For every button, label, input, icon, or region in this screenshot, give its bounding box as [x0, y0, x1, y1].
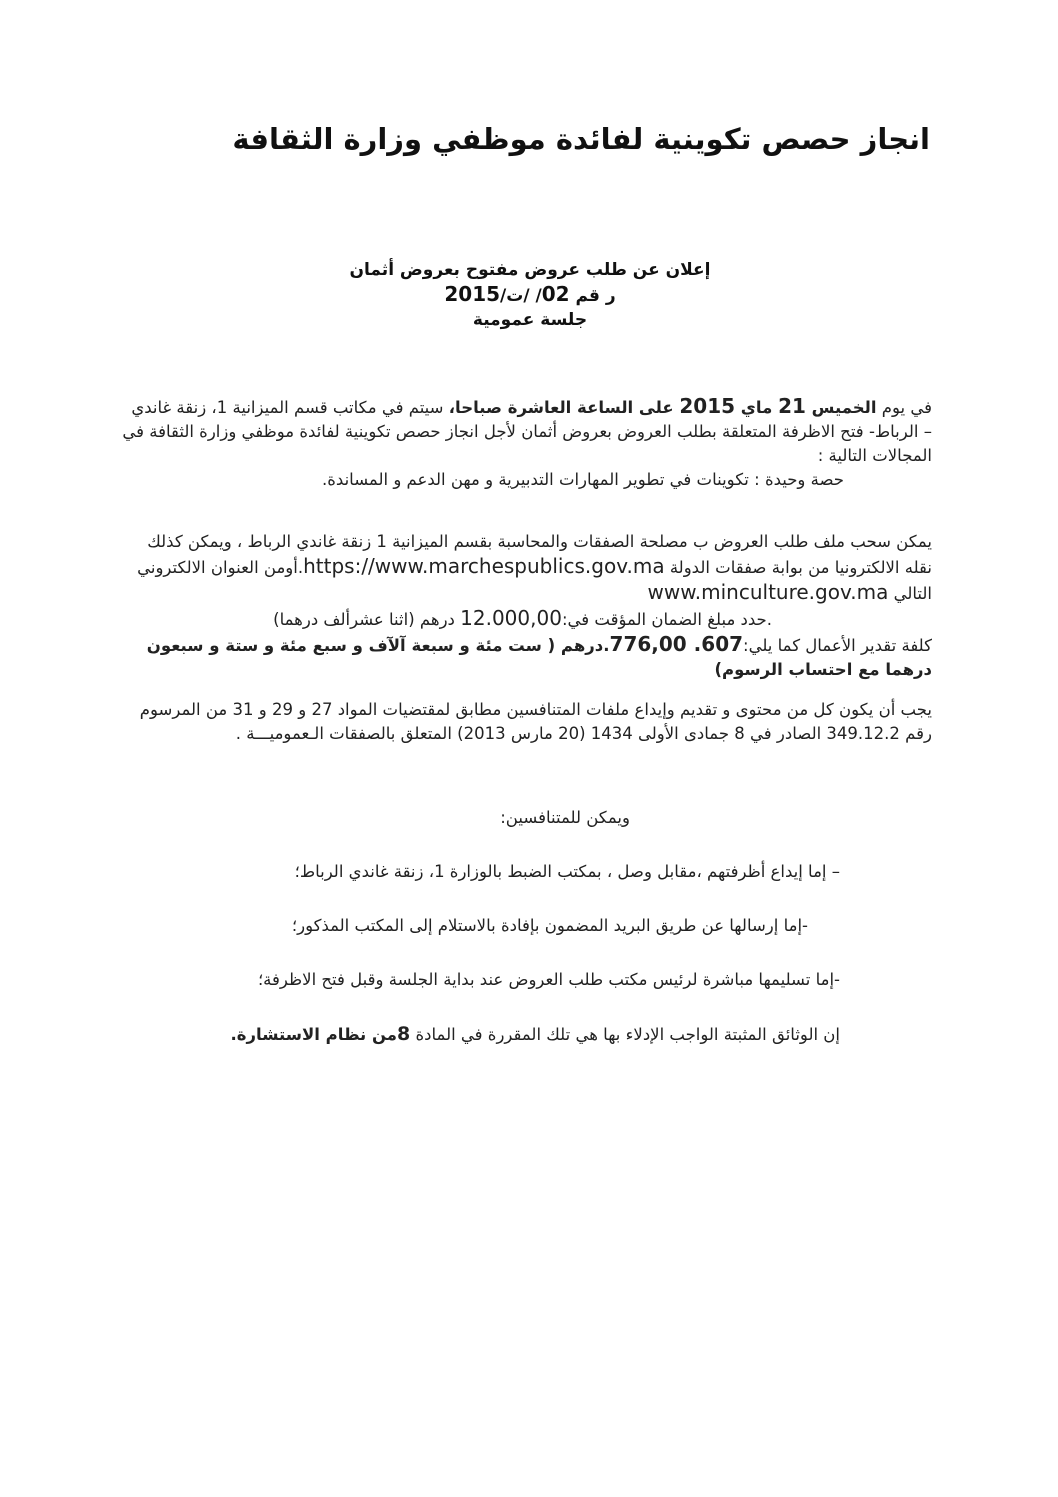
submission-option-2: -إما إرسالها عن طريق البريد المضمون بإفادة بالاستلام إلى المكتب المذكور؛ [291, 916, 808, 935]
p1-date-day: 21 [778, 394, 806, 418]
p1-body: سيتم في مكاتب قسم الميزانية 1، زنقة غاندي – الرباط- فتح الاظرفة المتعلقة بطلب العروض بعروض أثمان لأجل انجاز حصص تكوينية لفائدة موظفي وزارة الثقافة في المجالات التالية : [122, 398, 932, 465]
documents-paragraph [200, 1022, 840, 1047]
announcement-header [300, 258, 760, 332]
guarantee-amount: 12.000,00 [460, 606, 562, 630]
submission-intro: ويمكن للمتنافسين: [500, 808, 630, 827]
number-year: 2015 [444, 282, 501, 306]
session-type: جلسة عمومية [472, 310, 588, 330]
p2-t6: .درهم ( ست مئة و سبعة آلآف و سبع مئة و ستة و سبعون درهما مع احتساب الرسوم) [146, 636, 932, 679]
minculture-link[interactable]: www.minculture.gov.ma [647, 580, 889, 604]
number-suffix: / /ت/ [500, 286, 542, 306]
announcement-type: إعلان عن طلب عروض مفتوح بعروض أثمان [349, 260, 711, 280]
number-prefix: ر قم [569, 286, 616, 306]
estimate-amount: 607. 776,00 [609, 632, 744, 656]
p1-t1: في يوم [876, 398, 932, 417]
p2-t3: .حدد مبلغ الضمان المؤقت في: [561, 610, 772, 629]
p2-t5: كلفة تقدير الأعمال كما يلي: [743, 636, 932, 655]
announcement-number [300, 282, 760, 308]
p1-day: الخميس [805, 398, 877, 417]
p8-t1: إن الوثائق المثبتة الواجب الإدلاء بها هي تلك المقررة في المادة [410, 1025, 840, 1044]
submission-option-3: -إما تسليمها مباشرة لرئيس مكتب طلب العروض عند بداية الجلسة وقبل فتح الاظرفة؛ [257, 970, 840, 989]
marchespublics-link[interactable]: https://www.marchespublics.gov.ma [303, 554, 665, 578]
guarantee-line [273, 606, 932, 632]
opening-paragraph [120, 394, 932, 492]
submission-option-1: – إما إيداع أظرفتهم ،مقابل وصل ، بمكتب الضبط بالوزارة 1، زنقة غاندي الرباط؛ [294, 862, 840, 881]
p8-t3: من نظام الاستشارة. [230, 1025, 398, 1044]
p2-t2: .أومن العنوان الالكتروني التالي [137, 558, 932, 603]
document-title: انجاز حصص تكوينية لفائدة موظفي وزارة الثقافة [232, 122, 930, 156]
p8-article-number: 8 [397, 1023, 411, 1045]
p1-year: 2015 [679, 394, 736, 418]
p1-month: ماي [735, 398, 779, 417]
number-value: 02 [541, 282, 570, 306]
articles-paragraph: يجب أن يكون كل من محتوى و تقديم وإيداع ملفات المتنافسين مطابق لمقتضيات المواد 27 و 29 و 31 من المرسوم رقم 349.12.2 الصادر في 8 جمادى الأولى 1434 (20 مارس 2013) المتعلق بالصفقات الـعموميـــة . [139, 700, 932, 743]
p2-t1: يمكن سحب ملف طلب العروض ب مصلحة الصفقات والمحاسبة بقسم الميزانية 1 زنقة غاندي الرباط ، ويمكن كذلك نقله الالكترونيا من بوابة صفقات الدولة [147, 532, 932, 577]
dossier-paragraph [120, 530, 932, 682]
p1-lot: حصة وحيدة : تكوينات في تطوير المهارات التدبيرية و مهن الدعم و المساندة. [322, 470, 844, 489]
p2-t4: درهم (اثنا عشرألف درهما) [273, 610, 461, 629]
p1-time: على الساعة العاشرة صباحا، [448, 398, 680, 417]
